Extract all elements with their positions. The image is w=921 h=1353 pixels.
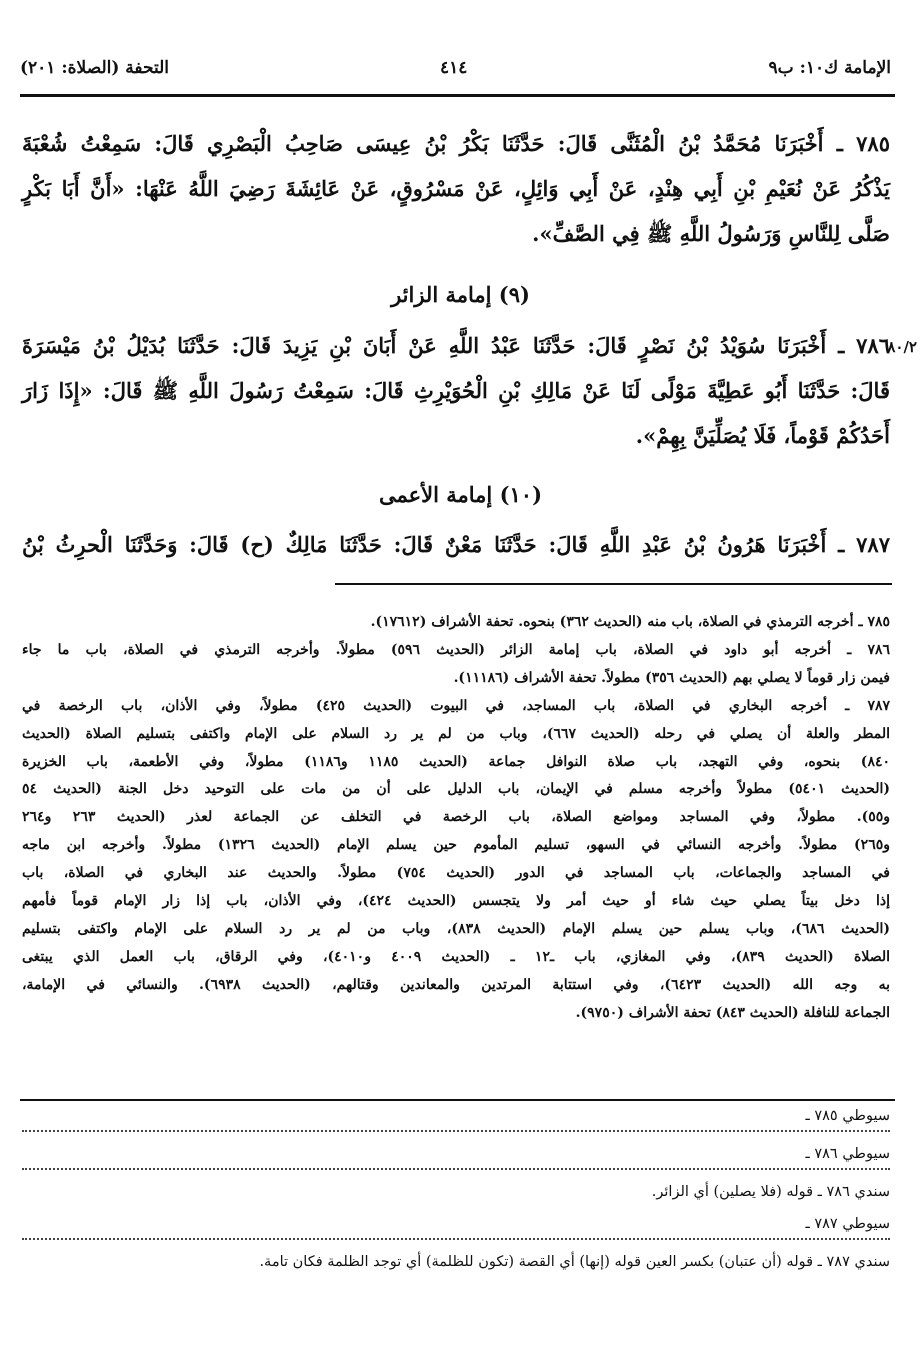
dotted-leader <box>22 1130 890 1132</box>
hadith-787-line: ٧٨٧ ـ أَخْبَرَنَا هَرُونُ بْنُ عَبْدِ اللَّهِ قَالَ: حَدَّثَنَا مَعْنٌ قَالَ: حَدَّثَنَا مَالِكٌ (ح) قَالَ: وَحَدَّثَنَا الْحرِثُ بْنُ <box>22 532 890 557</box>
commentary-note: سندي ٧٨٧ ـ قوله (أن عتبان) بكسر العين قوله (إنها) أي القصة (تكون للظلمة) أي توجد الظلمة فكان تامة. <box>259 1254 890 1270</box>
section-heading-10: (١٠) إمامة الأعمى <box>378 482 543 507</box>
dotted-leader <box>22 1168 890 1170</box>
footnote-line: و٥٥). مطولاً، وفي المساجد ومواضع الصلاة، باب الرخصة في التخلف عن الجماعة لعذر (الحديث ٢٦٣ و٢٦٤ <box>22 809 890 826</box>
hadith-786-line: ٧٨٦ ـ أَخْبَرَنَا سُوَيْدُ بْنُ نَصْرٍ قَالَ: حَدَّثَنَا عَبْدُ اللَّهِ عَنْ أَبَانَ بْنِ يَزِيدَ قَالَ: حَدَّثَنَا بُدَيْلُ بْنُ مَيْسَرَةَ <box>22 333 890 358</box>
footnote-line: (الحديث ٥٤٠١) مطولاً وأخرجه مسلم في الإيمان، باب الدليل على أن من مات على التوحيد دخل الجنة (الحديث ٥٤ <box>22 781 890 798</box>
footnote-line: ٧٨٥ ـ أخرجه الترمذي في الصلاة، باب منه (الحديث ٣٦٢) بنحوه. تحفة الأشراف (١٧٦١٢). <box>370 614 890 630</box>
page-number: ٤١٤ <box>440 58 468 78</box>
footnote-line: ٧٨٧ ـ أخرجه البخاري في الصلاة، باب المساجد، في البيوت (الحديث ٤٢٥) مطولاً، وفي الأذان، باب الرخصة في <box>22 697 890 714</box>
footnote-line: فيمن زار قوماً لا يصلي بهم (الحديث ٣٥٦) مطولاً. تحفة الأشراف (١١١٨٦). <box>453 669 890 686</box>
running-header-chapter: الإمامة ك١٠: ب٩ <box>768 58 891 78</box>
hadith-786-line: قَالَ: حَدَّثَنَا أَبُو عَطِيَّةَ مَوْلًى لَنَا عَنْ مَالِكِ بْنِ الْحُوَيْرِثِ قَالَ: سَمِعْتُ رَسُولَ اللَّهِ ﷺ قَالَ: «إِذَا زَارَ <box>22 378 890 403</box>
footnote-line: و٢٦٥) مطولاً. وأخرجه النسائي في السهو، تسليم المأموم حين يسلم الإمام (الحديث ١٣٢٦) مطولاً. وأخرجه ابن ماجه <box>22 837 890 854</box>
dotted-leader <box>22 1238 890 1240</box>
footnote-line: إذا دخل بيتاً يصلي حيث شاء أو حيث أمر ولا يتجسس (الحديث ٤٢٤)، وفي الأذان، باب إذا زار الإمام قوماً فأمهم <box>22 893 890 909</box>
footnote-line: ٨٤٠) بنحوه، وفي التهجد، باب صلاة النوافل جماعة (الحديث ١١٨٥ و١١٨٦) مطولاً، وفي الأطعمة، باب الخزيرة <box>22 753 890 770</box>
hadith-786-line: أَحَدُكُمْ قَوْماً، فَلَا يُصَلِّيَنَّ بِهِمْ». <box>635 423 890 448</box>
hadith-785-line: يَذْكُرُ عَنْ نُعَيْمِ بْنِ أَبِي هِنْدٍ، عَنْ أَبِي وَائِلٍ، عَنْ مَسْرُوقٍ، عَنْ عَائِشَةَ رَضِيَ اللَّهُ عَنْهَا: «أَنَّ أَبَا بَكْرٍ <box>22 176 890 201</box>
commentary-note: سيوطي ٧٨٧ ـ <box>805 1216 890 1232</box>
footnote-line: المطر والعلة أن يصلي في رحله (الحديث ٦٦٧)، وباب من لم ير رد السلام على الإمام واكتفى بتسليم الصلاة (الحديث <box>22 725 890 742</box>
margin-note: ٨٠/٢ <box>887 338 917 356</box>
header-rule <box>20 94 895 97</box>
running-header-reference: التحفة (الصلاة: ٢٠١) <box>20 58 170 78</box>
commentary-note: سندي ٧٨٦ ـ قوله (فلا يصلين) أي الزائر. <box>651 1184 890 1200</box>
hadith-785-line: صَلَّى لِلنَّاسِ وَرَسُولُ اللَّهِ ﷺ فِي الصَّفِّ». <box>532 221 890 246</box>
footnote-line: الصلاة (الحديث ٨٣٩)، وفي المغازي، باب ـ١٢ ـ (الحديث ٤٠٠٩ و٤٠١٠)، وفي الرقاق، باب العمل الذي يبتغى <box>22 948 890 965</box>
footnote-line: في المساجد والجماعات، باب المساجد في الدور (الحديث ٧٥٤) مطولاً. والحديث عند البخاري في الصلاة، باب <box>22 865 890 882</box>
section-heading-9: (٩) إمامة الزائر <box>391 282 530 307</box>
footnote-rule <box>335 583 892 585</box>
footnote-line: الجماعة للنافلة (الحديث ٨٤٣) تحفة الأشراف (٩٧٥٠). <box>575 1004 890 1021</box>
footnote-line: به وجه الله (الحديث ٦٤٢٣)، وفي استتابة المرتدين والمعاندين وقتالهم، (الحديث ٦٩٣٨). والنسائي في الإمامة، <box>22 976 890 993</box>
footnote-line: ٧٨٦ ـ أخرجه أبو داود في الصلاة، باب إمامة الزائر (الحديث ٥٩٦) مطولاً. وأخرجه الترمذي في الصلاة، باب ما جاء <box>22 641 890 658</box>
hadith-785-line: ٧٨٥ ـ أَخْبَرَنَا مُحَمَّدُ بْنُ الْمُثَنَّى قَالَ: حَدَّثَنَا بَكْرُ بْنُ عِيسَى صَاحِبُ الْبَصْرِي قَالَ: سَمِعْتُ شُعْبَةَ <box>22 131 890 156</box>
commentary-note: سيوطي ٧٨٦ ـ <box>805 1146 890 1162</box>
commentary-note: سيوطي ٧٨٥ ـ <box>805 1108 890 1124</box>
footnote-line: (الحديث ٦٨٦)، وباب يسلم حين يسلم الإمام (الحديث ٨٣٨)، وباب من لم ير رد السلام على الإمام واكتفى بتسليم <box>22 920 890 937</box>
commentary-rule <box>20 1099 895 1101</box>
